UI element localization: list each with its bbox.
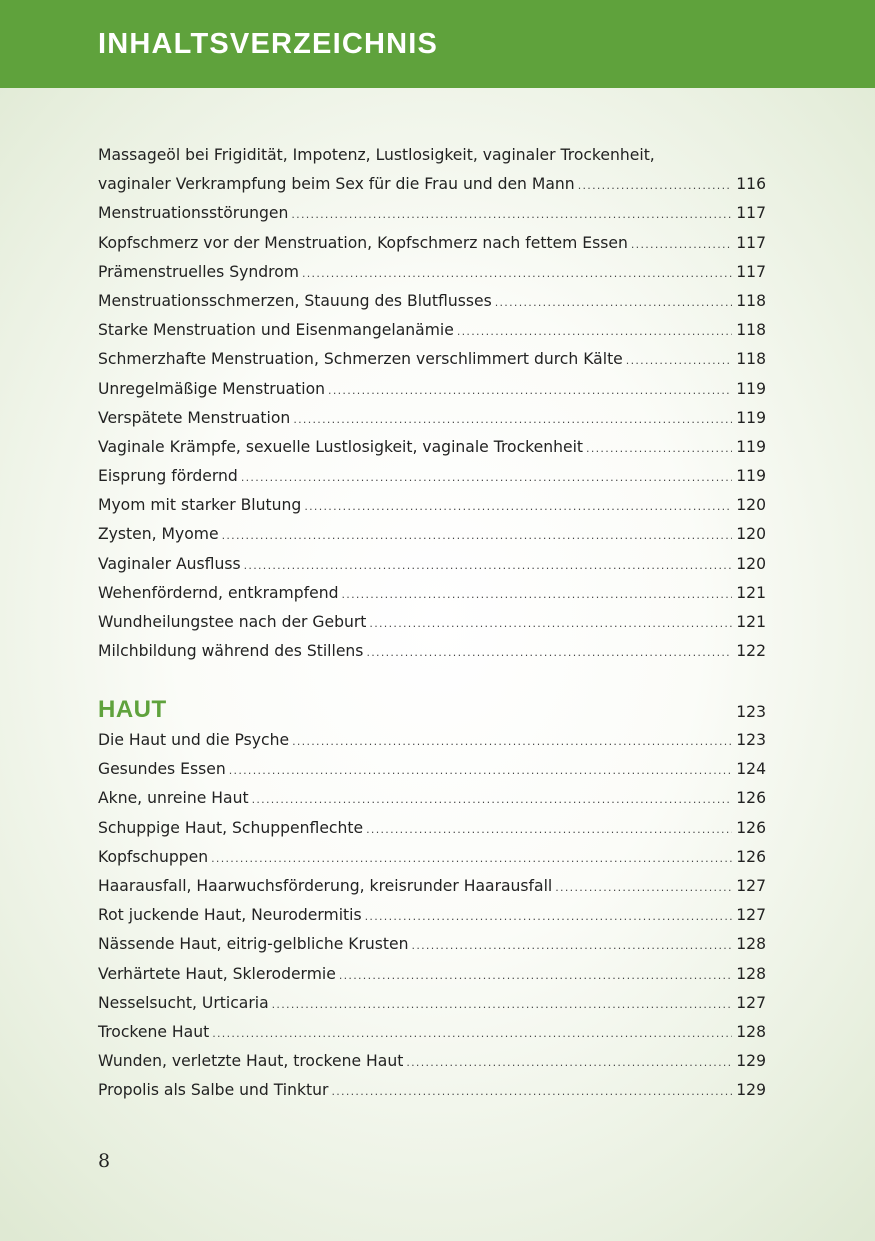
dot-leader: [302, 259, 732, 288]
toc-entry: [98, 637, 766, 666]
toc-entry-page: 127: [736, 876, 766, 895]
dot-leader: [211, 844, 732, 873]
toc-entry-page: 127: [736, 906, 766, 925]
toc-entry-label: Schmerzhafte Menstruation, Schmerzen verschlimmert durch Kälte: [98, 350, 623, 369]
toc-entry: [98, 550, 766, 579]
toc-entry-label: Nesselsucht, Urticaria: [98, 993, 269, 1012]
dot-leader: [339, 961, 732, 990]
toc-entry-label: Kopfschuppen: [98, 847, 209, 866]
toc-entry-page: 123: [736, 731, 766, 749]
dot-leader: [365, 902, 732, 931]
dot-leader: [586, 434, 732, 463]
toc-entry: [98, 375, 766, 404]
toc-entry-page: 129: [736, 1052, 766, 1071]
toc-entry: [98, 258, 766, 287]
toc-entry: [98, 960, 766, 989]
toc-entry-label: Wundheilungstee nach der Geburt: [98, 613, 367, 631]
toc-section-haut: [98, 694, 766, 1105]
toc-entry-label: Kopfschmerz vor der Menstruation, Kopfschmerz nach fettem Essen: [98, 233, 628, 252]
toc-entry-page: 121: [736, 583, 766, 602]
dot-leader: [241, 463, 732, 492]
toc-entry: [98, 872, 766, 901]
toc-entry-page: 119: [736, 467, 766, 486]
toc-entry: [98, 989, 766, 1018]
toc-entry: [98, 843, 766, 872]
section-title: HAUT: [98, 696, 167, 723]
dot-leader: [369, 609, 732, 638]
toc-entry-page: 118: [736, 350, 766, 369]
toc-entry-label: Wunden, verletzte Haut, trockene Haut: [98, 1052, 404, 1071]
dot-leader: [495, 288, 732, 317]
toc-entry: [98, 784, 766, 813]
toc-entry: [98, 1076, 766, 1105]
dot-leader: [293, 405, 732, 434]
toc-entry: [98, 345, 766, 374]
toc-entry-page: 126: [736, 818, 766, 837]
toc-entry: [98, 1047, 766, 1076]
dot-leader: [578, 171, 732, 200]
toc-entry-page: 126: [736, 789, 766, 808]
toc-entry-label: Rot juckende Haut, Neurodermitis: [98, 906, 362, 925]
toc-entry: [98, 462, 766, 491]
toc-entry-page: 117: [736, 262, 766, 281]
dot-leader: [626, 346, 732, 375]
toc-entry-label: Schuppige Haut, Schuppenflechte: [98, 818, 364, 837]
dot-leader: [412, 931, 732, 960]
dot-leader: [252, 785, 732, 814]
toc-entry: [98, 491, 766, 520]
toc-entry-page: 121: [736, 613, 766, 631]
dot-leader: [555, 873, 732, 902]
toc-entry-page: 128: [736, 935, 766, 954]
toc-entry-label: Zysten, Myome: [98, 525, 219, 544]
toc-entry-label: Myom mit starker Blutung: [98, 496, 302, 515]
section-page-number: 123: [736, 703, 766, 721]
toc-entry-page: 119: [736, 437, 766, 456]
toc-entry: [98, 287, 766, 316]
toc-entry: [98, 755, 766, 784]
toc-entry-page: 118: [736, 291, 766, 310]
dot-leader: [222, 521, 732, 550]
dot-leader: [342, 580, 733, 609]
toc-entry: [98, 1018, 766, 1047]
dot-leader: [366, 638, 732, 667]
toc-entry-label: Haarausfall, Haarwuchsförderung, kreisrunder Haarausfall: [98, 876, 553, 895]
toc-entry: [98, 229, 766, 258]
toc-entry-label: Menstruationsstörungen: [98, 204, 289, 223]
toc-entry-page: 119: [736, 408, 766, 427]
header-bar: [0, 0, 875, 88]
toc-entry-label: Verspätete Menstruation: [98, 408, 291, 427]
toc-entry: [98, 199, 766, 228]
toc-list-intro: [98, 141, 766, 666]
toc-entry-page: 116: [736, 175, 766, 194]
toc-entry-label: Eisprung fördernd: [98, 467, 238, 486]
toc-entry-label: Vaginaler Ausfluss: [98, 554, 241, 573]
toc-entry-label: Trockene Haut: [98, 1022, 210, 1041]
toc-entry-label: Unregelmäßige Menstruation: [98, 379, 326, 398]
toc-entry: [98, 930, 766, 959]
page-number: 8: [98, 1150, 111, 1172]
toc-entry-label: Starke Menstruation und Eisenmangelanämie: [98, 321, 454, 340]
toc-entry-page: 128: [736, 1022, 766, 1041]
toc-entry: [98, 726, 766, 755]
toc-entry-page: 117: [736, 233, 766, 252]
toc-entry: [98, 404, 766, 433]
dot-leader: [366, 815, 732, 844]
toc-entry: [98, 901, 766, 930]
dot-leader: [291, 200, 732, 229]
dot-leader: [229, 756, 732, 785]
dot-leader: [244, 551, 732, 580]
dot-leader: [304, 492, 732, 521]
toc-entry-page: 129: [736, 1081, 766, 1100]
dot-leader: [328, 376, 732, 405]
toc-entry-page: 120: [736, 554, 766, 573]
toc-entry-label: Vaginale Krämpfe, sexuelle Lustlosigkeit, vaginale Trockenheit: [98, 437, 584, 456]
toc-entry-label: Wehenfördernd, entkrampfend: [98, 583, 339, 602]
toc-entry-label: Menstruationsschmerzen, Stauung des Blutflusses: [98, 291, 492, 310]
toc-entry-page: 118: [736, 321, 766, 340]
toc-entry-label: Propolis als Salbe und Tinktur: [98, 1081, 329, 1100]
toc-entry-label: Milchbildung während des Stillens: [98, 642, 364, 661]
toc-entry-label: Akne, unreine Haut: [98, 789, 249, 808]
toc-entry-page: 120: [736, 496, 766, 515]
toc-entry-page: 117: [736, 204, 766, 223]
dot-leader: [292, 727, 732, 756]
toc-entry-label: Die Haut und die Psyche: [98, 731, 290, 749]
dot-leader: [212, 1019, 732, 1048]
toc-entry: [98, 433, 766, 462]
toc-entry-page: 119: [736, 379, 766, 398]
toc-entry-page: 126: [736, 847, 766, 866]
dot-leader: [331, 1077, 732, 1106]
toc-entry-label: Gesundes Essen: [98, 760, 226, 779]
toc-entry: [98, 316, 766, 345]
toc-entry-label: vaginaler Verkrampfung beim Sex für die Frau und den Mann: [98, 175, 575, 194]
toc-entry: [98, 170, 766, 199]
page-title: INHALTSVERZEICHNIS: [98, 28, 439, 60]
dot-leader: [272, 990, 732, 1019]
toc-entry: [98, 579, 766, 608]
toc-entry-page: 122: [736, 642, 766, 661]
toc-entry-page: 127: [736, 993, 766, 1012]
dot-leader: [631, 230, 732, 259]
section-heading: [98, 694, 766, 726]
toc-entry-continued-line: Massageöl bei Frigidität, Impotenz, Lustlosigkeit, vaginaler Trockenheit,: [98, 146, 655, 164]
toc-entry: [98, 520, 766, 549]
toc-entry-page: 120: [736, 525, 766, 544]
toc-entry-label: Prämenstruelles Syndrom: [98, 262, 299, 281]
dot-leader: [406, 1048, 732, 1077]
dot-leader: [457, 317, 732, 346]
toc-entry-label: Verhärtete Haut, Sklerodermie: [98, 964, 336, 983]
toc-entry-page: 128: [736, 964, 766, 983]
toc-entry-page: 124: [736, 760, 766, 779]
toc-entry: [98, 814, 766, 843]
toc-entry: [98, 608, 766, 637]
toc-entry-label: Nässende Haut, eitrig-gelbliche Krusten: [98, 935, 409, 954]
